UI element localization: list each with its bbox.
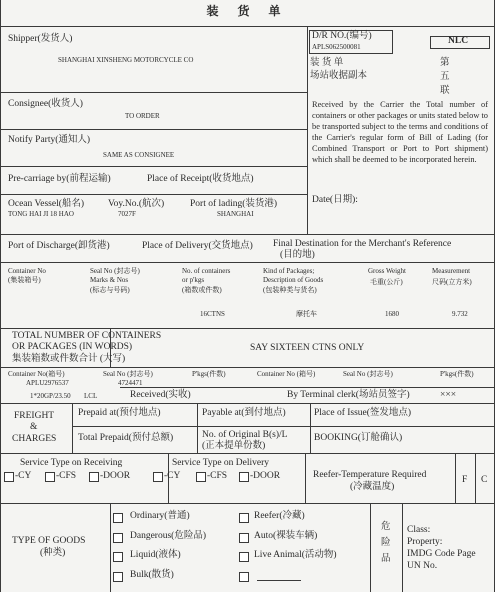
dangerous-checkbox[interactable]	[113, 533, 123, 543]
class-label: Class:	[407, 525, 431, 535]
ordinary-checkbox[interactable]	[113, 513, 123, 523]
reefer-checkbox[interactable]	[239, 513, 249, 523]
consignee-label: Consignee(收货人)	[8, 99, 83, 109]
rule	[0, 262, 495, 263]
rule	[197, 403, 198, 453]
total-label-3: 集装箱数或件数合计 (大写)	[12, 354, 126, 364]
cargo-measurement: 9.732	[452, 310, 468, 318]
date-label: Date(日期):	[312, 195, 358, 205]
reefer-temperature-cn: (冷藏温度)	[350, 482, 395, 492]
liquid-label: Liquid(液体)	[130, 550, 181, 560]
dr-label: D/R NO.(编号)	[312, 31, 372, 41]
port-of-lading-label: Port of lading(装货港)	[190, 199, 278, 209]
seal-no-value: 4724471	[118, 379, 143, 387]
bulk-label: Bulk(散货)	[130, 570, 174, 580]
rule	[307, 26, 308, 234]
cargo-packages: 16CTNS	[200, 310, 225, 318]
property-label: Property:	[407, 537, 443, 547]
live-animal-label: Live Animal(活动物)	[254, 550, 337, 560]
dangerous-cn-1: 危	[381, 522, 391, 532]
place-of-issue-label: Place of Issue(签发地点)	[314, 408, 412, 418]
shipper-label: Shipper(发货人)	[8, 34, 73, 44]
imdg-code-label: IMDG Code Page	[407, 549, 476, 559]
voyage-label: Voy.No.(航次)	[108, 199, 165, 209]
dangerous-cn-3: 品	[381, 554, 391, 564]
rule	[455, 453, 456, 503]
rule	[310, 403, 311, 453]
col-marks: Marks & Nos	[90, 276, 129, 284]
form-title: 装 货 单	[206, 4, 289, 18]
col-gross-weight: Gross Weight	[368, 267, 407, 275]
copy-number-2: 五	[440, 72, 450, 82]
col-pkgs-cn: (箱数或件数)	[182, 286, 222, 294]
total-label-2: OR PACKAGES (IN WORDS)	[12, 342, 133, 352]
delivery-cy-label: -CY	[164, 471, 181, 481]
rule	[305, 453, 306, 503]
col-no-containers: No. of containers	[182, 267, 231, 275]
port-of-lading-value: SHANGHAI	[217, 210, 254, 218]
dangerous-cn-2: 险	[381, 538, 391, 548]
rule	[0, 26, 495, 27]
col-description: Description of Goods	[263, 276, 324, 284]
col-measurement-cn: 尺码(立方米)	[432, 278, 472, 286]
col-measurement: Measurement	[432, 267, 471, 275]
rule	[0, 0, 1, 592]
cargo-weight: 1680	[385, 310, 399, 318]
container-no-label-2: Container No (箱号)	[257, 370, 316, 378]
rule	[0, 194, 307, 195]
total-prepaid-label: Total Prepaid(预付总额)	[78, 433, 174, 443]
receiving-cy-label: -CY	[15, 471, 32, 481]
seal-no-label: Seal No (封志号)	[103, 370, 153, 378]
prepaid-at-label: Prepaid at(预付地点)	[78, 408, 161, 418]
live-animal-checkbox[interactable]	[239, 552, 249, 562]
receiving-cy-checkbox[interactable]	[4, 472, 14, 482]
service-delivery-label: Service Type on Delivery	[172, 458, 270, 468]
other-goods-blank-line	[257, 580, 301, 581]
rule	[110, 503, 111, 592]
shipper-value: SHANGHAI XINSHENG MOTORCYCLE CO	[58, 56, 194, 64]
receiving-door-label: -DOOR	[100, 471, 131, 481]
rule	[0, 367, 495, 368]
rule	[72, 403, 73, 453]
rule	[0, 403, 495, 404]
celsius-label: C	[481, 475, 488, 485]
reefer-temperature-label: Reefer-Temperature Required	[313, 470, 427, 480]
receiving-cfs-checkbox[interactable]	[45, 472, 55, 482]
delivery-cy-checkbox[interactable]	[153, 472, 163, 482]
received-clause: Received by the Carrier the Total number of containers or other packages or units stated below to be transported subject to the terms and conditions of the Carrier's regular form of Bill of Lading (for Combined Transport or Port to Port shipment) which shall be deemed to be incorporated herein.	[312, 100, 488, 164]
rule	[0, 234, 495, 235]
original-bl-label: No. of Original B(s)/L	[202, 430, 288, 440]
rule	[0, 129, 307, 130]
nlc-code: NLC	[448, 36, 469, 46]
clerk-signature-marks: ×××	[440, 390, 457, 400]
final-destination-label: Final Destination for the Merchant's Reference	[273, 239, 452, 249]
rule	[72, 426, 495, 427]
col-seal-no: Seal No (封志号)	[90, 267, 140, 275]
precarriage-label: Pre-carriage by(前程运输)	[8, 174, 111, 184]
vessel-value: TONG HAI JI 18 HAO	[8, 210, 74, 218]
notify-label: Notify Party(通知人)	[8, 135, 91, 145]
reefer-goods-label: Reefer(冷藏)	[254, 511, 305, 521]
col-container-no: Container No	[8, 267, 46, 275]
total-label-1: TOTAL NUMBER OF CONTAINERS	[12, 331, 162, 341]
rule	[370, 503, 371, 592]
rule	[402, 503, 403, 592]
port-of-discharge-label: Port of Discharge(卸货港)	[8, 241, 110, 251]
col-description-cn: (包装种类与货名)	[263, 286, 317, 294]
seal-no-label-2: Seal No (封志号)	[343, 370, 393, 378]
rule	[0, 92, 307, 93]
rule	[120, 387, 495, 388]
copy-subtitle: 场站收据副本	[310, 71, 368, 81]
un-no-label: UN No.	[407, 561, 438, 571]
delivery-cfs-label: -CFS	[207, 471, 228, 481]
delivery-cfs-checkbox[interactable]	[196, 472, 206, 482]
place-of-receipt-label: Place of Receipt(收货地点)	[147, 174, 254, 184]
service-receiving-label: Service Type on Receiving	[20, 458, 123, 468]
liquid-checkbox[interactable]	[113, 552, 123, 562]
delivery-door-label: -DOOR	[250, 471, 281, 481]
rule	[0, 453, 495, 454]
ordinary-label: Ordinary(普通)	[130, 511, 190, 521]
col-pkgs: or p'kgs	[182, 276, 205, 284]
copy-title: 装 货 单	[310, 58, 344, 68]
voyage-value: 7027F	[118, 210, 136, 218]
rule	[0, 166, 307, 167]
rule	[475, 453, 476, 503]
received-label: Received(实收)	[130, 390, 191, 400]
freight-label-1: FREIGHT	[14, 411, 55, 421]
place-of-delivery-label: Place of Delivery(交货地点)	[142, 241, 253, 251]
copy-number-1: 第	[440, 58, 450, 68]
type-of-goods-label: TYPE OF GOODS	[12, 536, 86, 546]
cargo-description: 摩托车	[296, 310, 317, 318]
notify-value: SAME AS CONSIGNEE	[103, 151, 175, 159]
receiving-door-checkbox[interactable]	[89, 472, 99, 482]
type-of-goods-cn: (种类)	[40, 548, 66, 558]
vessel-label: Ocean Vessel(船名)	[8, 199, 85, 209]
pkgs-label-2: P'kgs(件数)	[440, 370, 474, 378]
dr-value: APLS062500081	[312, 43, 361, 51]
pkgs-label: P'kgs(件数)	[192, 370, 226, 378]
terminal-clerk-label: By Terminal clerk(场站员签字)	[287, 390, 410, 400]
freight-label-2: &	[30, 422, 38, 432]
col-marks-cn: (标志与号码)	[90, 286, 130, 294]
final-destination-cn: (目的地)	[280, 250, 315, 260]
col-kind: Kind of Packages;	[263, 267, 315, 275]
col-gross-weight-cn: 毛重(公斤)	[370, 278, 403, 286]
delivery-door-checkbox[interactable]	[239, 472, 249, 482]
receiving-cfs-label: -CFS	[56, 471, 77, 481]
bulk-checkbox[interactable]	[113, 572, 123, 582]
original-bl-cn: (正本提单份数)	[202, 441, 266, 451]
consignee-value: TO ORDER	[125, 112, 160, 120]
container-no-label: Container No(箱号)	[8, 370, 65, 378]
fahrenheit-label: F	[462, 475, 468, 485]
container-size: 1*20GP/23.50	[30, 392, 71, 400]
container-no-value: APLU2976537	[26, 379, 69, 387]
total-in-words: SAY SIXTEEN CTNS ONLY	[250, 343, 365, 353]
rule	[0, 503, 495, 504]
rule	[0, 328, 495, 329]
auto-label: Auto(裸装车辆)	[254, 531, 318, 541]
lcl-flag: LCL	[84, 392, 98, 400]
other-goods-checkbox[interactable]	[239, 572, 249, 582]
dangerous-label: Dangerous(危险品)	[130, 531, 206, 541]
booking-label: BOOKING(订舱确认)	[314, 433, 403, 443]
payable-at-label: Payable at(到付地点)	[202, 408, 286, 418]
copy-number-3: 联	[440, 86, 450, 96]
col-container-no-cn: (集装箱号)	[8, 276, 41, 284]
auto-checkbox[interactable]	[239, 533, 249, 543]
freight-label-3: CHARGES	[12, 434, 57, 444]
